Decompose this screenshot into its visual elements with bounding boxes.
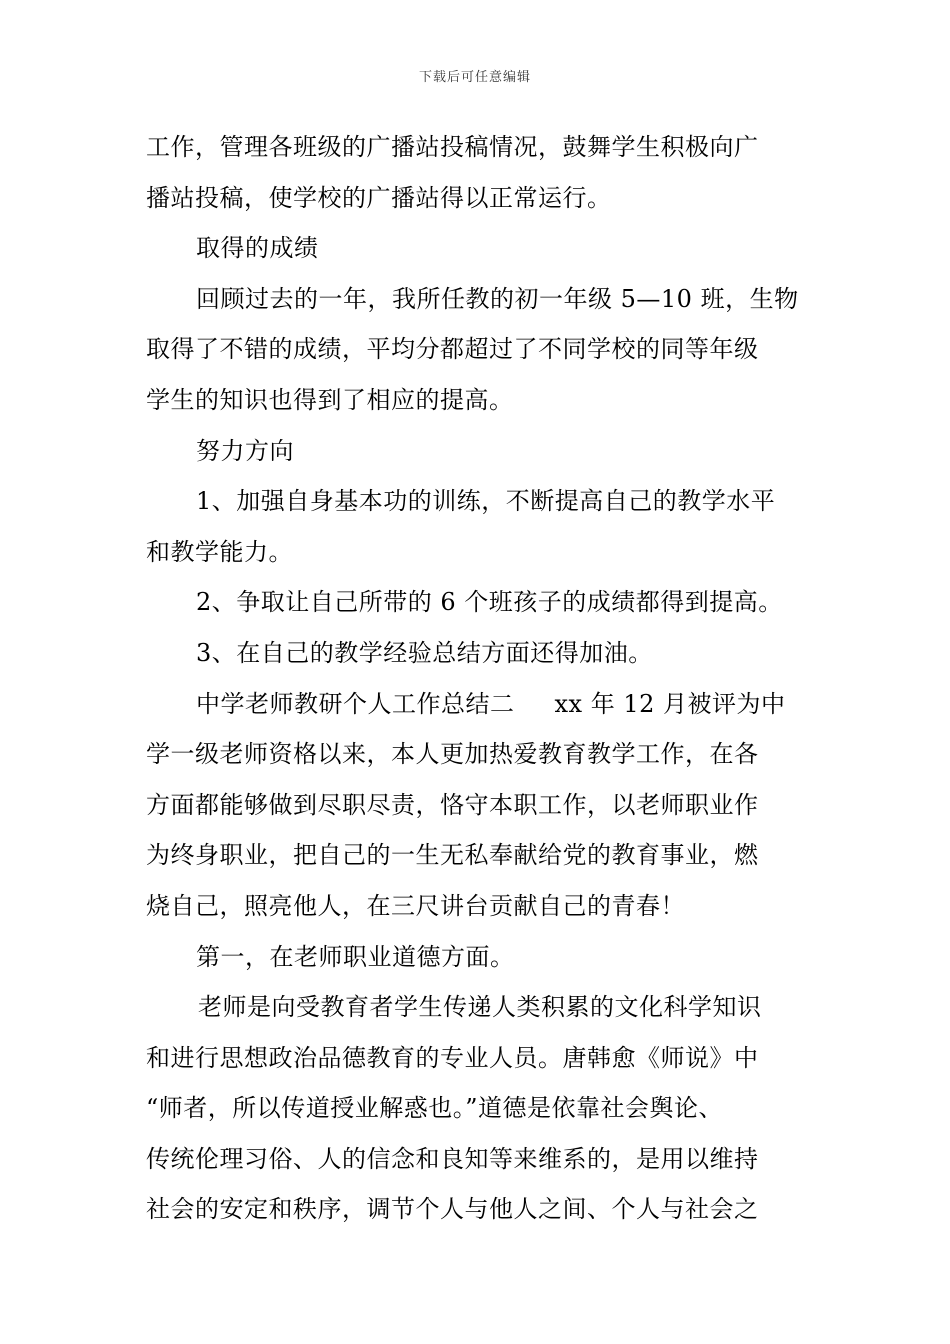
text-line: 社会的安定和秩序，调节个人与他人之间、个人与社会之 — [146, 1195, 759, 1224]
text-line: 传统伦理习俗、人的信念和良知等来维系的，是用以维持 — [146, 1144, 759, 1173]
paragraph-start: 老师是向受教育者学生传递人类积累的文化科学知识 — [198, 993, 762, 1022]
text-line: 取得了不错的成绩，平均分都超过了不同学校的同等年级 — [146, 335, 759, 364]
text-line: 播站投稿，使学校的广播站得以正常运行。 — [146, 183, 612, 212]
text-line: 和进行思想政治品德教育的专业人员。唐韩愈《师说》中 — [146, 1043, 759, 1072]
section-heading: 取得的成绩 — [196, 234, 319, 263]
section-heading: 第一，在老师职业道德方面。 — [196, 942, 515, 971]
text-line: 工作，管理各班级的广播站投稿情况，鼓舞学生积极向广 — [146, 133, 759, 161]
text-line: 烧自己，照亮他人，在三尺讲台贡献自己的青春！ — [146, 891, 685, 920]
text-line: “师者，所以传道授业解惑也。”道德是依靠社会舆论、 — [146, 1094, 724, 1123]
text-line: 学一级老师资格以来，本人更加热爱教育教学工作，在各 — [146, 740, 759, 769]
text-line: 和教学能力。 — [146, 537, 293, 566]
section-heading: 努力方向 — [196, 436, 294, 465]
text-line: 学生的知识也得到了相应的提高。 — [146, 385, 514, 414]
text-line: 为终身职业，把自己的一生无私奉献给党的教育事业，燃 — [146, 841, 759, 870]
text-line: 方面都能够做到尽职尽责，恪守本职工作，以老师职业作 — [146, 790, 759, 819]
article-title: 中学老师教研个人工作总结二 — [196, 689, 515, 718]
page-header: 下载后可任意编辑 — [418, 70, 531, 85]
paragraph-start: 回顾过去的一年，我所任教的初一年级 5—10 班，生物 — [196, 284, 799, 313]
document-body — [146, 122, 810, 1235]
article-title-line — [146, 679, 810, 730]
list-item: 3、在自己的教学经验总结方面还得加油。 — [196, 638, 653, 667]
text-span: xx 年 12 月被评为中 — [554, 689, 786, 718]
list-item: 2、争取让自己所带的 6 个班孩子的成绩都得到提高。 — [196, 588, 783, 617]
list-item: 1、加强自身基本功的训练，不断提高自己的教学水平 — [196, 487, 776, 516]
